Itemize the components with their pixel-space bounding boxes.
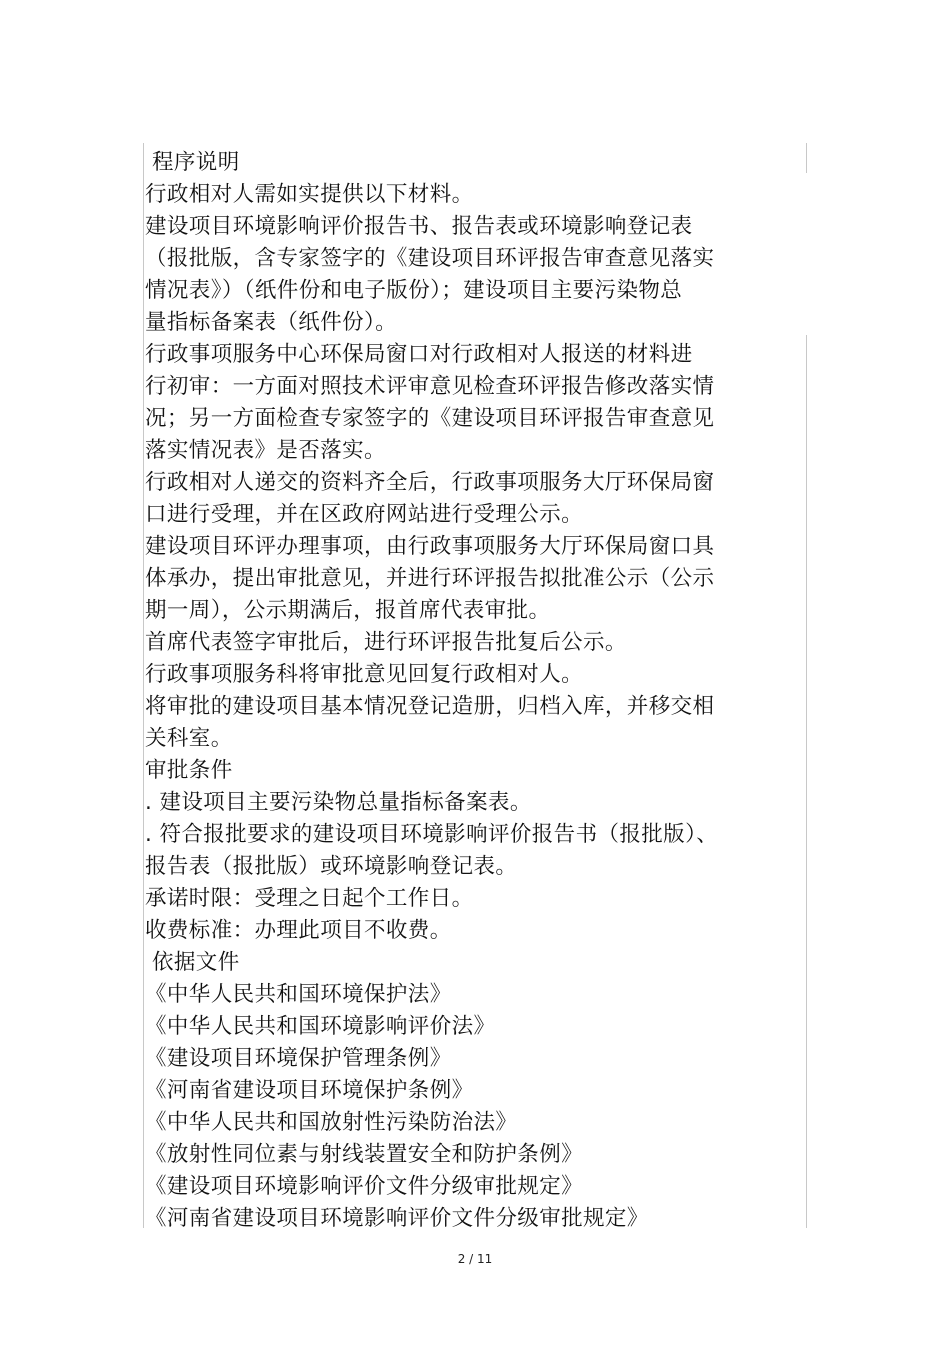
body-line: 期一周），公示期满后，报首席代表审批。 — [145, 598, 551, 623]
body-line: 行初审：一方面对照技术评审意见检查环评报告修改落实情 — [145, 374, 715, 399]
body-line: 建设项目环评办理事项，由行政事项服务大厅环保局窗口具 — [145, 534, 715, 559]
condition-item: . 建设项目主要污染物总量指标备案表。 — [145, 790, 532, 815]
fee-line: 收费标准：办理此项目不收费。 — [145, 918, 452, 943]
body-line: 关科室。 — [145, 726, 233, 751]
section-heading-references: 依据文件 — [152, 950, 240, 975]
document-body — [145, 147, 750, 1235]
reference-item: 《建设项目环境保护管理条例》 — [145, 1046, 452, 1071]
body-line: 口进行受理，并在区政府网站进行受理公示。 — [145, 502, 584, 527]
body-line: 况；另一方面检查专家签字的《建设项目环评报告审查意见 — [145, 406, 715, 431]
reference-item: 《建设项目环境影响评价文件分级审批规定》 — [145, 1174, 584, 1199]
right-margin-rule-top — [806, 143, 807, 173]
reference-item: 《河南省建设项目环境保护条例》 — [145, 1078, 474, 1103]
body-line: 量指标备案表（纸件份）。 — [145, 310, 398, 335]
body-line: 建设项目环境影响评价报告书、报告表或环境影响登记表 — [145, 214, 693, 239]
reference-item: 《中华人民共和国环境保护法》 — [145, 982, 452, 1007]
section-heading-conditions: 审批条件 — [145, 758, 233, 783]
body-line: 行政事项服务中心环保局窗口对行政相对人报送的材料进 — [145, 342, 693, 367]
left-margin-rule — [143, 143, 144, 1228]
body-line: 首席代表签字审批后，进行环评报告批复后公示。 — [145, 630, 627, 655]
body-line: 行政相对人需如实提供以下材料。 — [145, 182, 474, 207]
section-heading-procedure: 程序说明 — [152, 150, 240, 175]
reference-item: 《河南省建设项目环境影响评价文件分级审批规定》 — [145, 1206, 649, 1231]
body-line: （报批版，含专家签字的《建设项目环评报告审查意见落实 — [145, 246, 715, 271]
condition-item: . 符合报批要求的建设项目环境影响评价报告书（报批版）、 — [145, 822, 719, 847]
reference-item: 《放射性同位素与射线装置安全和防护条例》 — [145, 1142, 584, 1167]
body-line: 体承办，提出审批意见，并进行环评报告拟批准公示（公示 — [145, 566, 715, 591]
body-line: 行政相对人递交的资料齐全后，行政事项服务大厅环保局窗 — [145, 470, 715, 495]
body-line: 报告表（报批版）或环境影响登记表。 — [145, 854, 518, 879]
reference-item: 《中华人民共和国放射性污染防治法》 — [145, 1110, 518, 1135]
body-line: 情况表》）（纸件份和电子版份）；建设项目主要污染物总 — [145, 278, 683, 303]
body-line: 行政事项服务科将审批意见回复行政相对人。 — [145, 662, 584, 687]
page-number: 2 / 11 — [457, 1252, 493, 1266]
time-limit-line: 承诺时限：受理之日起个工作日。 — [145, 886, 474, 911]
body-line: 落实情况表》是否落实。 — [145, 438, 386, 463]
body-line: 将审批的建设项目基本情况登记造册，归档入库，并移交相 — [145, 694, 715, 719]
right-margin-rule-bottom — [806, 335, 807, 1228]
reference-item: 《中华人民共和国环境影响评价法》 — [145, 1014, 496, 1039]
